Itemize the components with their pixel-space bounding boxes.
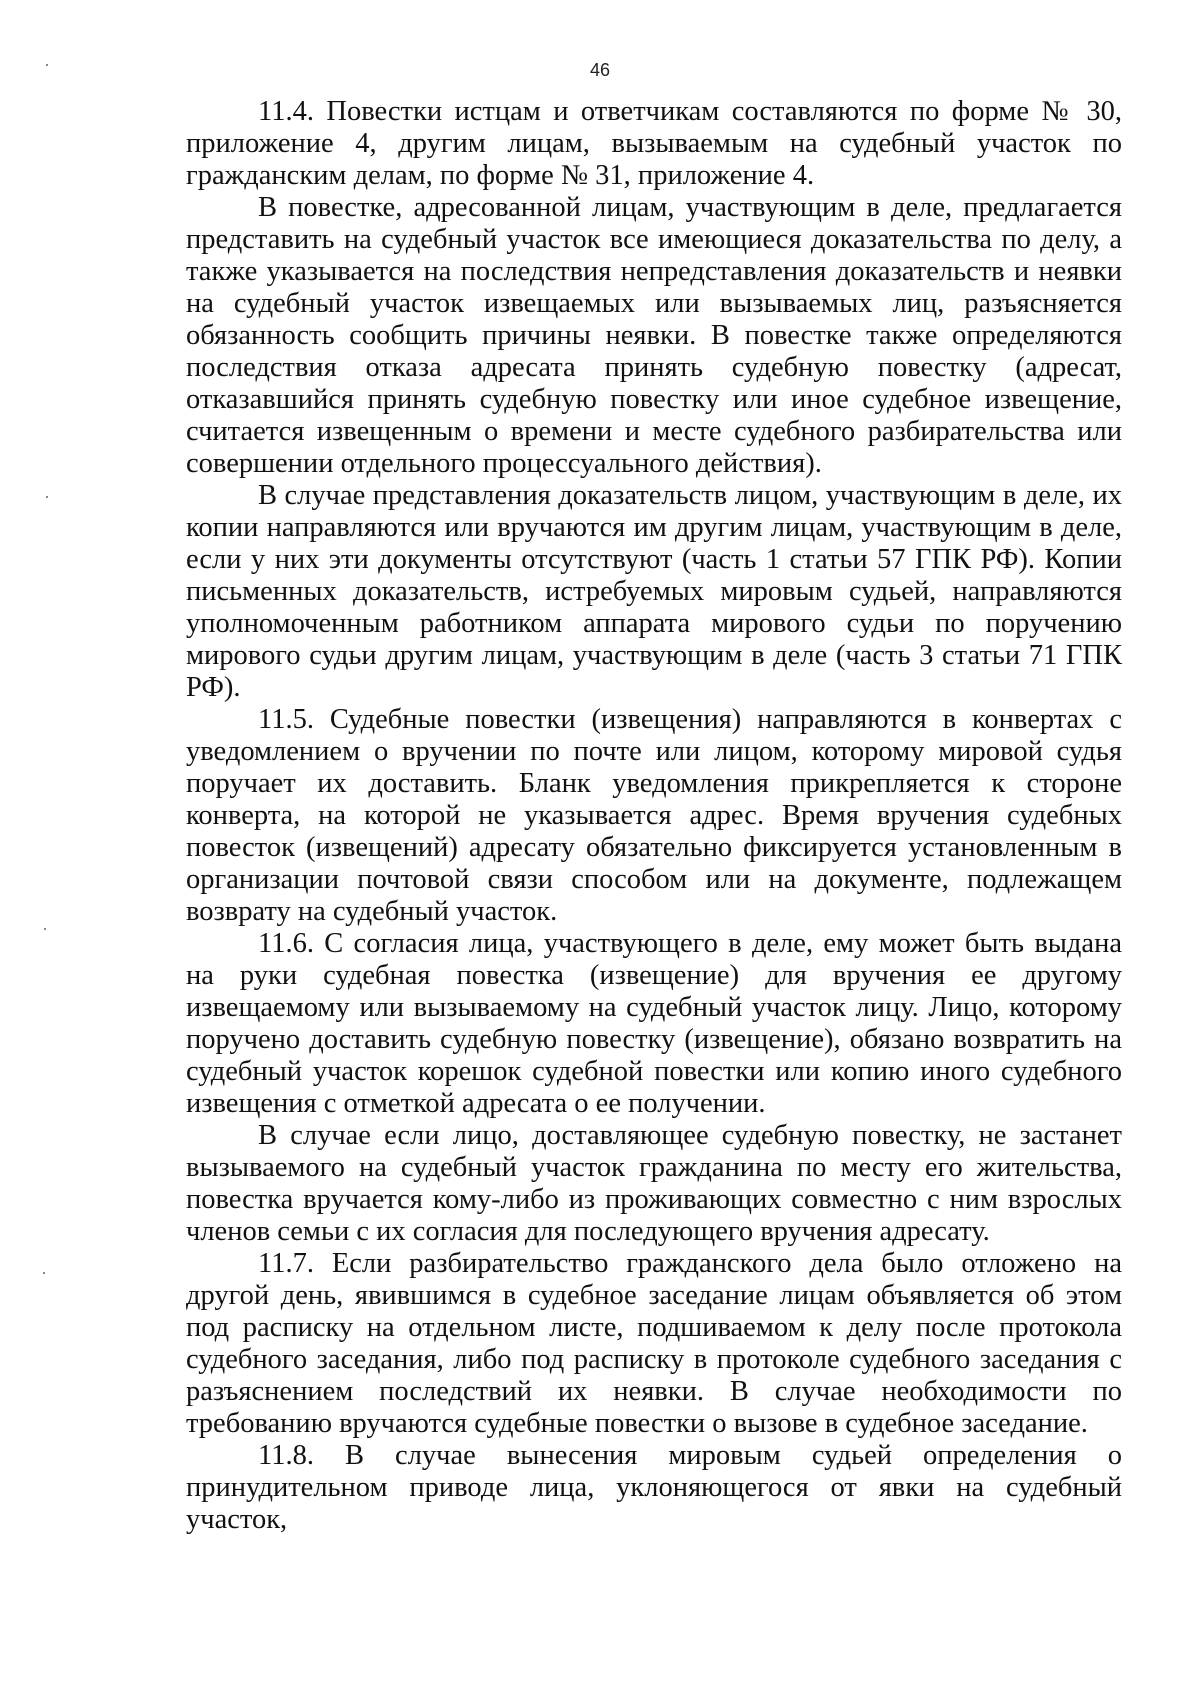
page-number: 46 [589,60,611,80]
paragraph-absent-recipient: В случае если лицо, доставляющее судебную повестку, не застанет вызываемого на судебный участок гражданина по месту его жительства, повестка вручается кому-либо из проживающих совместно с ним взрослых членов семьи с их согласия для последующего вручения адресату. [186,1120,1122,1247]
paragraph-11-4: 11.4. Повестки истцам и ответчикам составляются по форме № 30, приложение 4, другим лицам, вызываемым на судебный участок по гражданским делам, по форме № 31, приложение 4. [186,96,1122,191]
paragraph-11-6: 11.6. С согласия лица, участвующего в деле, ему может быть выдана на руки судебная повестка (извещение) для вручения ее другому извещаемому или вызываемому на судебный участок лицу. Лицо, которому поручено доставить судебную повестку (извещение), обязано возвратить на судебный участок корешок судебной повестки или копию иного судебного извещения с отметкой адресата о ее получении. [186,928,1122,1119]
scan-speck [44,928,46,930]
paragraph-11-5: 11.5. Судебные повестки (извещения) направляются в конвертах с уведомлением о вручении по почте или лицом, которому мировой судья поручает их доставить. Бланк уведомления прикрепляется к стороне конверта, на которой не указывается адрес. Время вручения судебных повесток (извещений) адресату обязательно фиксируется установленным в организации почтовой связи способом или на документе, подлежащем возврату на судебный участок. [186,704,1122,927]
paragraph-evidence-copies: В случае представления доказательств лицом, участвующим в деле, их копии направляются или вручаются им другим лицам, участвующим в деле, если у них эти документы отсутствуют (часть 1 статьи 57 ГПК РФ). Копии письменных доказательств, истребуемых мировым судьей, направляются уполномоченным работником аппарата мирового судьи по поручению мирового судьи другим лицам, участвующим в деле (часть 3 статьи 71 ГПК РФ). [186,480,1122,703]
paragraph-summons-content: В повестке, адресованной лицам, участвующим в деле, предлагается представить на судебный участок все имеющиеся доказательства по делу, а также указывается на последствия непредставления доказательств и неявки на судебный участок извещаемых или вызываемых лиц, разъясняется обязанность сообщить причины неявки. В повестке также определяются последствия отказа адресата принять судебную повестку (адресат, отказавшийся принять судебную повестку или иное судебное извещение, считается извещенным о времени и месте судебного разбирательства или совершении отдельного процессуального действия). [186,192,1122,479]
paragraph-11-7: 11.7. Если разбирательство гражданского дела было отложено на другой день, явившимся в судебное заседание лицам объявляется об этом под расписку на отдельном листе, подшиваемом к делу после протокола судебного заседания, либо под расписку в протоколе судебного заседания с разъяснением последствий их неявки. В случае необходимости по требованию вручаются судебные повестки о вызове в судебное заседание. [186,1248,1122,1439]
scan-speck [43,1272,45,1274]
scan-speck [46,496,48,498]
paragraph-11-8: 11.8. В случае вынесения мировым судьей определения о принудительном приводе лица, уклоняющегося от явки на судебный участок, [186,1440,1122,1535]
document-body [186,96,1122,1536]
scan-speck [46,64,48,66]
